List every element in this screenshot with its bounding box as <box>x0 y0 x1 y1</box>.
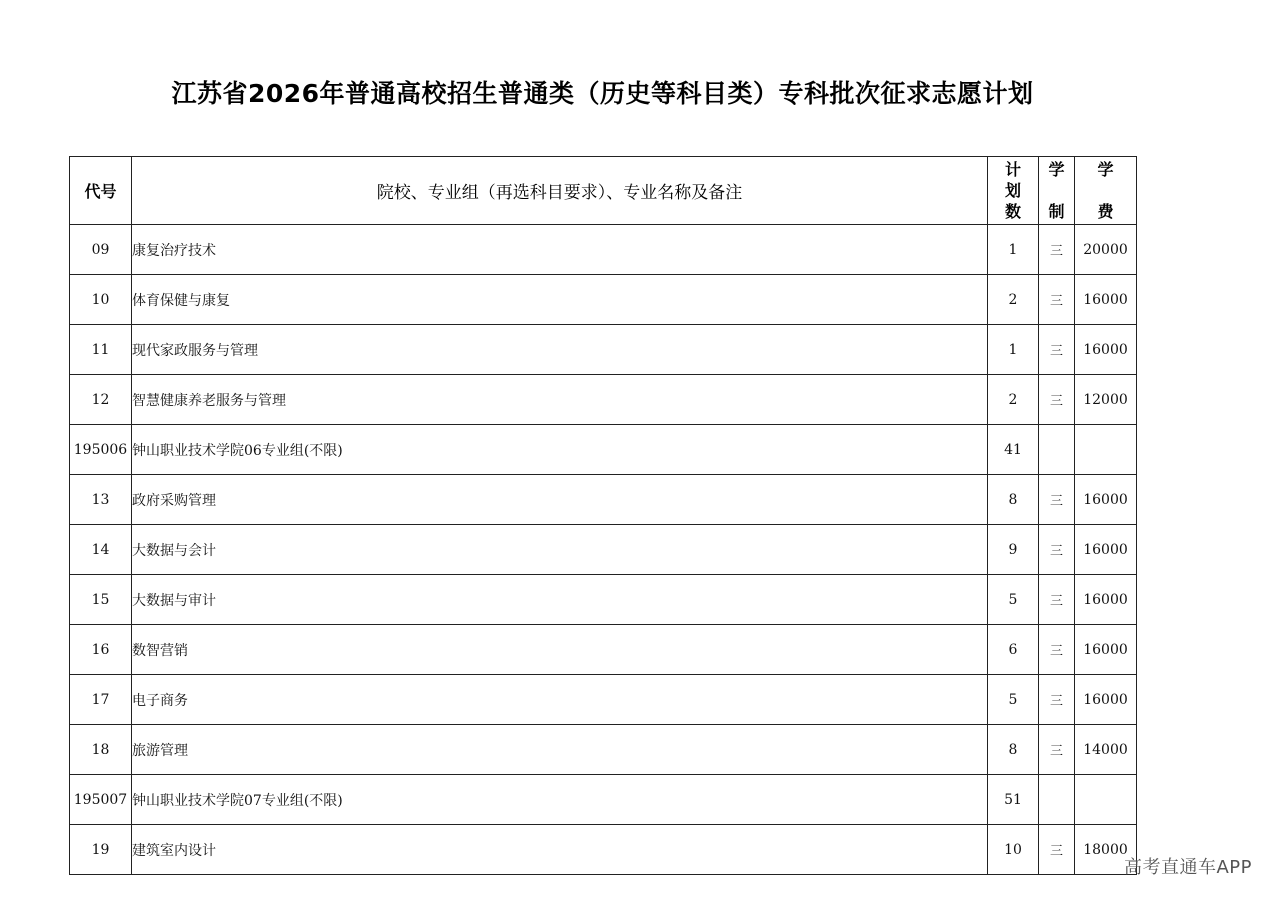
cell-plan: 10 <box>988 825 1039 875</box>
cell-plan: 8 <box>988 725 1039 775</box>
cell-name: 体育保健与康复 <box>132 275 988 325</box>
page-title: 江苏省2026年普通高校招生普通类（历史等科目类）专科批次征求志愿计划 <box>171 79 1034 108</box>
cell-plan: 1 <box>988 225 1039 275</box>
cell-code: 10 <box>70 275 132 325</box>
cell-plan: 8 <box>988 475 1039 525</box>
cell-system: 三 <box>1039 375 1075 425</box>
cell-system <box>1039 775 1075 825</box>
table-header-row <box>70 157 1137 225</box>
cell-fee: 16000 <box>1075 525 1137 575</box>
cell-name: 康复治疗技术 <box>132 225 988 275</box>
cell-name: 旅游管理 <box>132 725 988 775</box>
cell-name: 大数据与审计 <box>132 575 988 625</box>
cell-code: 19 <box>70 825 132 875</box>
table-row <box>70 275 1137 325</box>
table-row <box>70 325 1137 375</box>
table-row <box>70 825 1137 875</box>
table-row <box>70 375 1137 425</box>
table-row <box>70 475 1137 525</box>
cell-code: 14 <box>70 525 132 575</box>
cell-name: 建筑室内设计 <box>132 825 988 875</box>
header-fee-char: 学 <box>1097 159 1114 179</box>
group-row <box>70 775 1137 825</box>
cell-code: 13 <box>70 475 132 525</box>
cell-system: 三 <box>1039 275 1075 325</box>
header-system-char: 学 <box>1048 159 1065 179</box>
table-row <box>70 525 1137 575</box>
plan-table <box>69 156 1137 875</box>
header-system-char: 制 <box>1048 201 1065 221</box>
cell-fee: 16000 <box>1075 275 1137 325</box>
table-row <box>70 225 1137 275</box>
cell-fee: 14000 <box>1075 725 1137 775</box>
watermark-text: 高考直通车APP <box>1123 857 1252 878</box>
cell-name: 钟山职业技术学院06专业组(不限) <box>132 425 988 475</box>
cell-system: 三 <box>1039 525 1075 575</box>
cell-code: 12 <box>70 375 132 425</box>
cell-code: 195006 <box>70 425 132 475</box>
cell-code: 11 <box>70 325 132 375</box>
cell-system: 三 <box>1039 625 1075 675</box>
cell-system: 三 <box>1039 225 1075 275</box>
cell-plan: 41 <box>988 425 1039 475</box>
cell-name: 数智营销 <box>132 625 988 675</box>
cell-system: 三 <box>1039 675 1075 725</box>
cell-fee: 18000 <box>1075 825 1137 875</box>
cell-fee: 20000 <box>1075 225 1137 275</box>
cell-code: 16 <box>70 625 132 675</box>
cell-fee: 16000 <box>1075 325 1137 375</box>
header-plan-char: 计 <box>1004 159 1021 179</box>
cell-plan: 1 <box>988 325 1039 375</box>
cell-plan: 6 <box>988 625 1039 675</box>
cell-fee: 16000 <box>1075 625 1137 675</box>
cell-name: 电子商务 <box>132 675 988 725</box>
header-code: 代号 <box>70 157 132 225</box>
cell-fee: 16000 <box>1075 675 1137 725</box>
header-system <box>1039 157 1075 225</box>
cell-fee: 12000 <box>1075 375 1137 425</box>
cell-code: 09 <box>70 225 132 275</box>
header-plan <box>988 157 1039 225</box>
cell-plan: 9 <box>988 525 1039 575</box>
cell-code: 15 <box>70 575 132 625</box>
cell-system <box>1039 425 1075 475</box>
cell-name: 政府采购管理 <box>132 475 988 525</box>
cell-plan: 2 <box>988 275 1039 325</box>
table-row <box>70 725 1137 775</box>
cell-name: 现代家政服务与管理 <box>132 325 988 375</box>
table-row <box>70 675 1137 725</box>
cell-fee <box>1075 425 1137 475</box>
header-name: 院校、专业组（再选科目要求）、专业名称及备注 <box>132 157 988 225</box>
table-row <box>70 625 1137 675</box>
cell-plan: 5 <box>988 575 1039 625</box>
header-fee <box>1075 157 1137 225</box>
cell-code: 18 <box>70 725 132 775</box>
cell-plan: 51 <box>988 775 1039 825</box>
group-row <box>70 425 1137 475</box>
cell-code: 17 <box>70 675 132 725</box>
cell-fee <box>1075 775 1137 825</box>
cell-fee: 16000 <box>1075 575 1137 625</box>
cell-system: 三 <box>1039 725 1075 775</box>
cell-name: 钟山职业技术学院07专业组(不限) <box>132 775 988 825</box>
cell-name: 智慧健康养老服务与管理 <box>132 375 988 425</box>
cell-plan: 5 <box>988 675 1039 725</box>
cell-system: 三 <box>1039 475 1075 525</box>
cell-fee: 16000 <box>1075 475 1137 525</box>
cell-system: 三 <box>1039 325 1075 375</box>
cell-name: 大数据与会计 <box>132 525 988 575</box>
cell-system: 三 <box>1039 575 1075 625</box>
table-row <box>70 575 1137 625</box>
header-fee-char: 费 <box>1097 201 1114 221</box>
cell-system: 三 <box>1039 825 1075 875</box>
cell-plan: 2 <box>988 375 1039 425</box>
cell-code: 195007 <box>70 775 132 825</box>
header-plan-char: 数 <box>1004 201 1021 221</box>
header-plan-char: 划 <box>1004 180 1021 200</box>
